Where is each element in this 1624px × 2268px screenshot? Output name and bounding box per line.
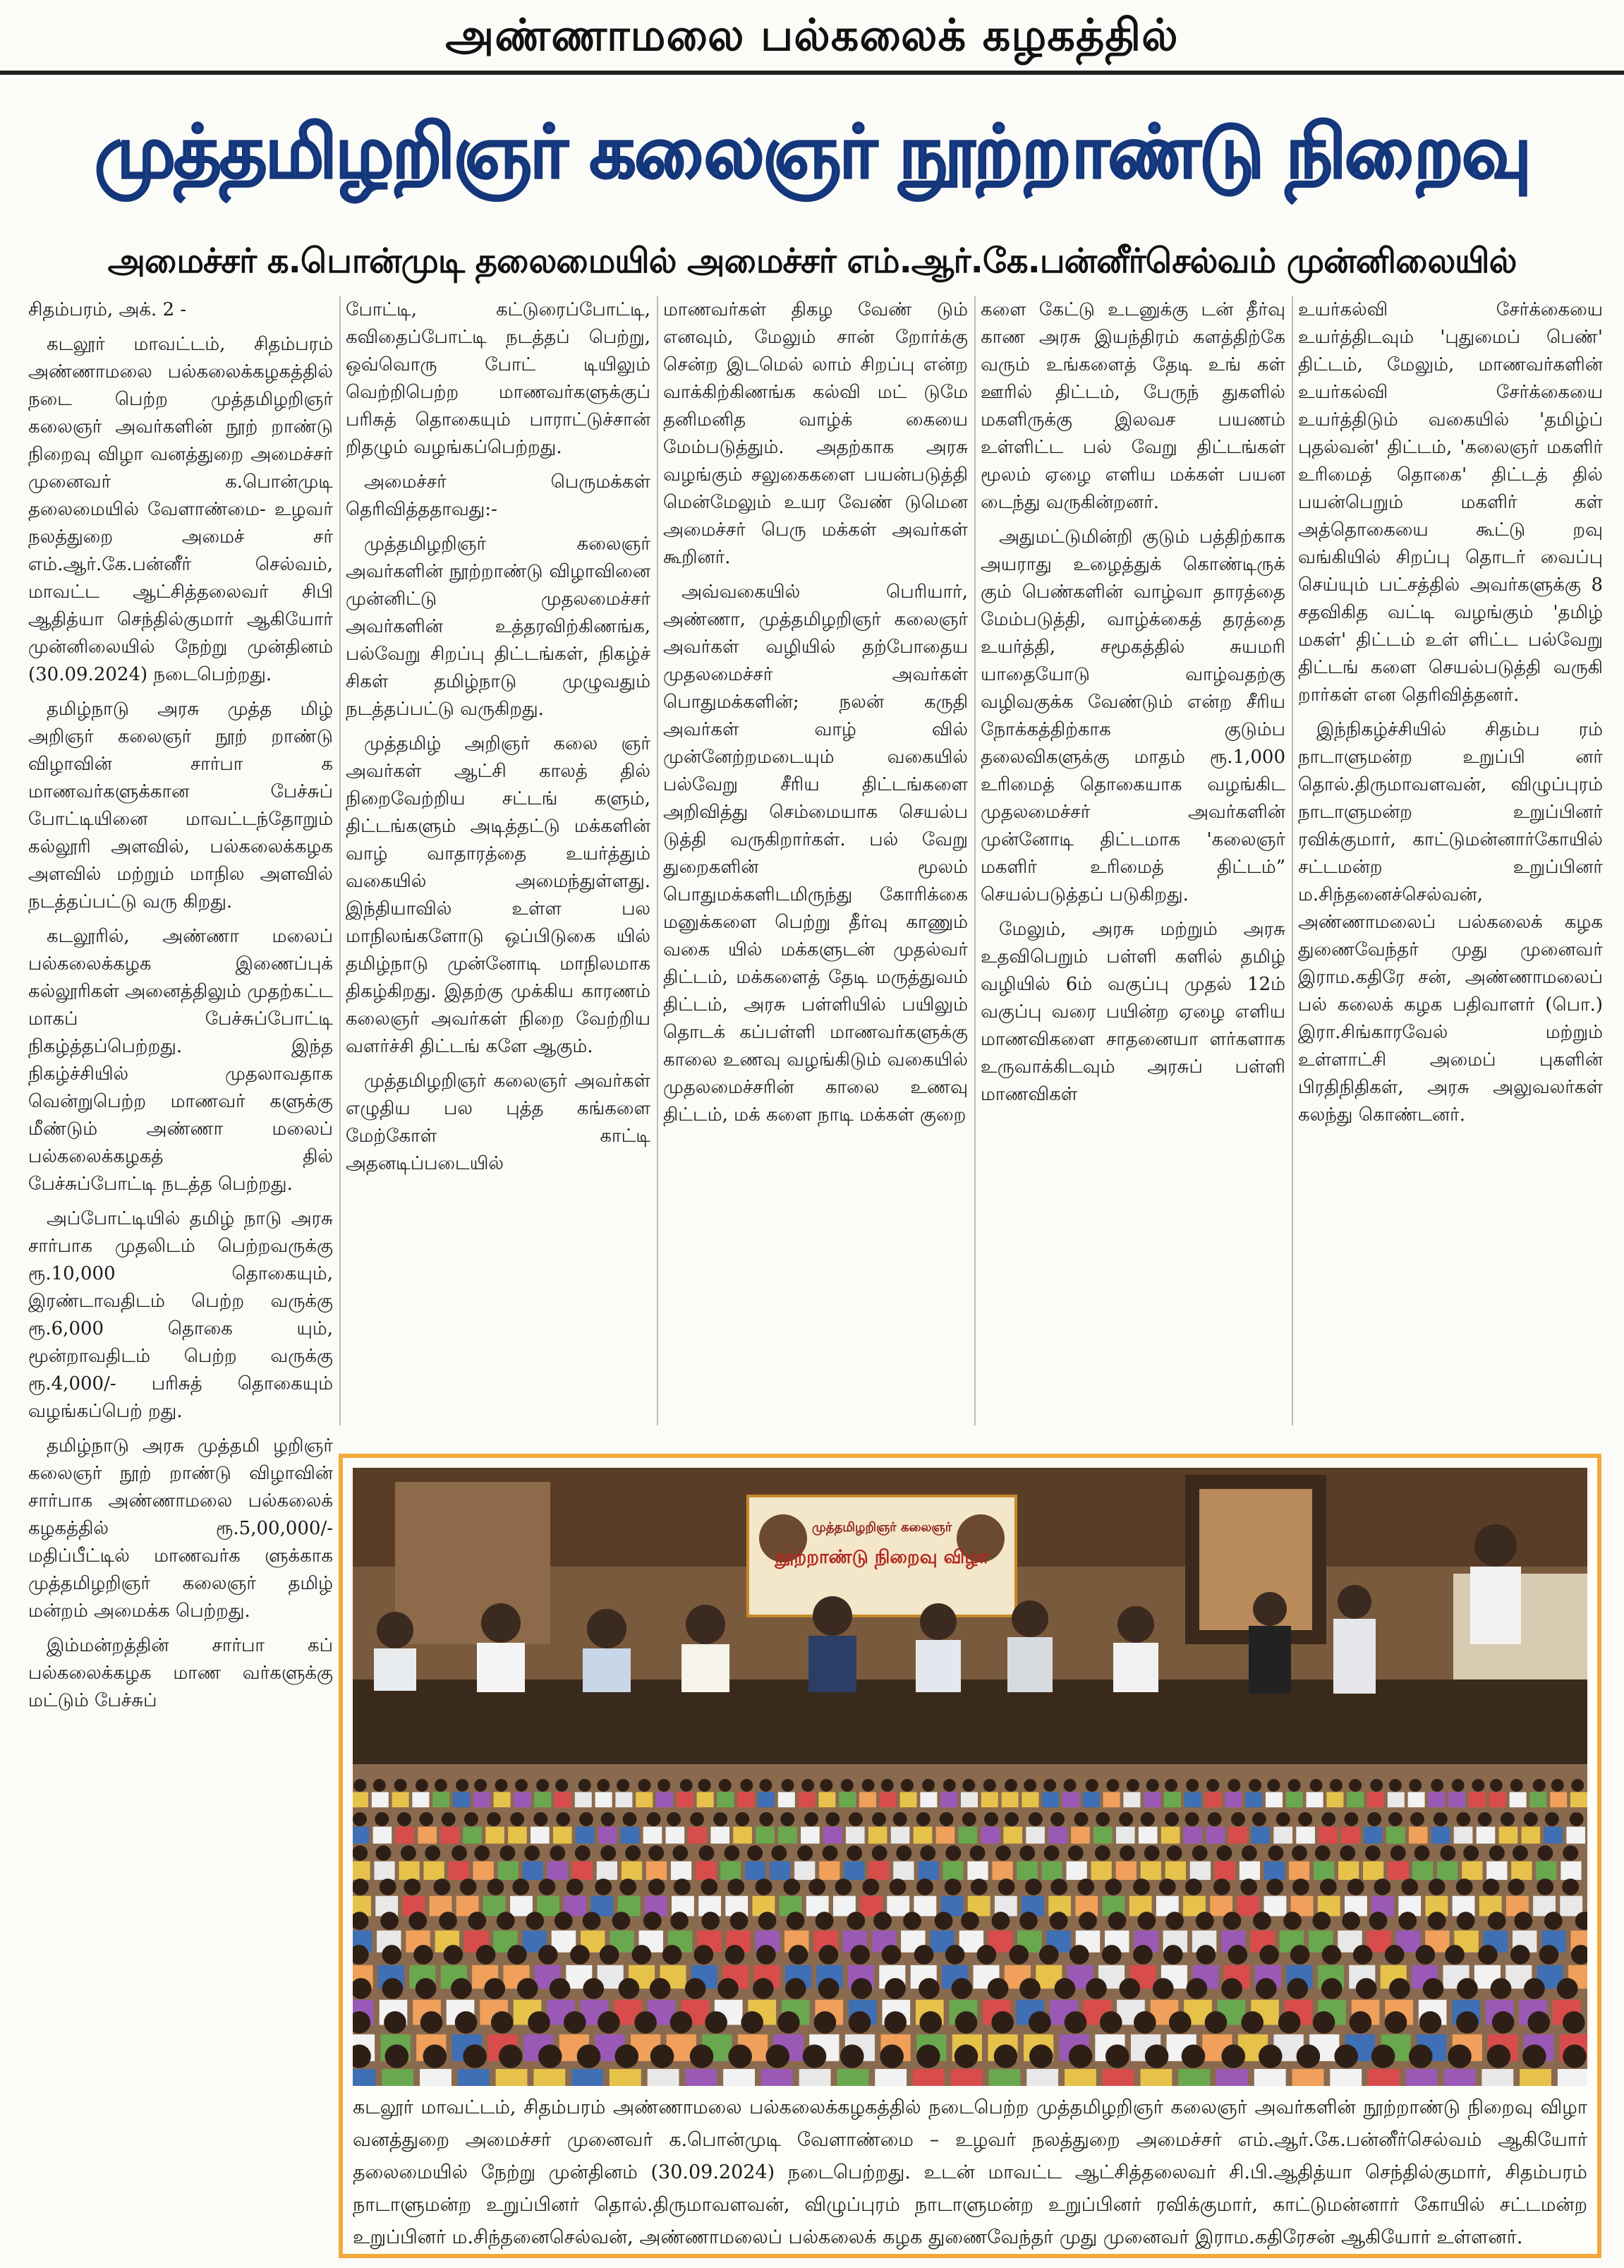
paragraph: இந்நிகழ்ச்சியில் சிதம்ப ரம் நாடாளுமன்ற உறுப்பி னர் தொல்.திருமாவளவன், விழுப்புரம் நாடாளுமன்ற உறுப்பினர் ரவிக்குமார், காட்டுமன்னார்கோயில் சட்டமன்ற உறுப்பினர் ம.சிந்தனைச்செல்வன், அண்ணாமலைப் பல்கலைக் கழக துணைவேந்தர் முது முனைவர் இராம.கதிரே சன், அண்ணாமலைப் பல் கலைக் கழக பதிவாளர் (பொ.) இரா.சிங்காரவேல் மற்றும் உள்ளாட்சி அமைப் புகளின் பிரதிநிதிகள், அரசு அலுவலர்கள் கலந்து கொண்டனர். bbox=[1298, 719, 1603, 1126]
column-5 bbox=[1298, 296, 1603, 1425]
event-photo bbox=[353, 1468, 1587, 2086]
photo-box bbox=[339, 1454, 1601, 2258]
doorway bbox=[395, 1482, 550, 1644]
paragraph: போட்டி, கட்டுரைப்போட்டி, கவிதைப்போட்டி நடத்தப் பெற்று, ஒவ்வொரு போட் டியிலும் வெற்றிபெற்ற மாணவர்களுக்குப் பரிசுத் தொகையும் பாராட்டுச்சான் றிதழும் வழங்கப்பெற்றது. bbox=[346, 299, 650, 458]
event-photo-illustration bbox=[353, 1468, 1587, 2086]
paragraph: முத்தமிழறிஞர் கலைஞர் அவர்கள் எழுதிய பல புத்த கங்களை மேற்கோள் காட்டி அதனடிப்படையில் bbox=[346, 1070, 650, 1174]
paragraph: தமிழ்நாடு அரசு முத்தமி ழறிஞர் கலைஞர் நூற் றாண்டு விழாவின் சார்பாக அண்ணாமலை பல்கலைக் கழகத்தில் ரூ.5,00,000/- மதிப்பீட்டில் மாணவர்க ளுக்காக முத்தமிழறிஞர் கலைஞர் தமிழ் மன்றம் அமைக்க பெற்றது. bbox=[28, 1435, 333, 1622]
subhead-text: அமைச்சர் க.பொன்முடி தலைமையில் அமைச்சர் எம்.ஆர்.கே.பன்னீர்செல்வம் முன்னிலையில் bbox=[107, 241, 1517, 281]
column-3 bbox=[663, 296, 968, 1425]
column-1 bbox=[28, 296, 333, 2265]
paragraph: அப்போட்டியில் தமிழ் நாடு அரசு சார்பாக முதலிடம் பெற்றவருக்கு ரூ.10,000 தொகையும், இரண்டாவதிடம் பெற்ற வருக்கு ரூ.6,000 தொகை யும், மூன்றாவதிடம் பெற்ற வருக்கு ரூ.4,000/- பரிசுத் தொகையும் வழங்கப்பெற் றது. bbox=[28, 1208, 333, 1422]
paragraph: அதுமட்டுமின்றி குடும் பத்திற்காக அயராது உழைத்துக் கொண்டிருக் கும் பெண்களின் வாழ்வா தாரத்தை மேம்படுத்தி, வாழ்க்கைத் தரத்தை உயர்த்தி, சமூகத்தில் சுயமரி யாதையோடு வாழ்வதற்கு வழிவகுக்க வேண்டும் என்ற சீரிய நோக்கத்திற்காக குடும்ப தலைவிகளுக்கு மாதம் ரூ.1,000 உரிமைத் தொகையாக வழங்கிட முதலமைச்சர் அவர்களின் முன்னோடி திட்டமாக 'கலைஞர் மகளிர் உரிமைத் திட்டம்” செயல்படுத்தப் படுகிறது. bbox=[981, 526, 1285, 905]
stage-table bbox=[353, 1679, 1587, 1764]
paragraph: மாணவர்கள் திகழ வேண் டும் எனவும், மேலும் சான் றோர்க்கு சென்ற இடமெல் லாம் சிறப்பு என்ற வாக்கிற்கிணங்க கல்வி மட் டுமே தனிமனித வாழ்க் கையை மேம்படுத்தும். அதற்காக அரசு வழங்கும் சலுகைகளை பயன்படுத்தி மென்மேலும் உயர வேண் டுமென அமைச்சர் பெரு மக்கள் அவர்கள் கூறினர். bbox=[663, 299, 968, 568]
paragraph: தமிழ்நாடு அரசு முத்த மிழ் அறிஞர் கலைஞர் நூற் றாண்டு விழாவின் சார்பா க மாணவர்களுக்கான பேச்சுப் போட்டியினை மாவட்டந்தோறும் கல்லூரி அளவில், பல்கலைக்கழக அளவில் மற்றும் மாநில அளவில் நடத்தப்பட்டு வரு கிறது. bbox=[28, 699, 333, 912]
headline bbox=[7, 99, 1617, 205]
photo-caption: கடலூர் மாவட்டம், சிதம்பரம் அண்ணாமலை பல்கலைக்கழகத்தில் நடைபெற்ற முத்தமிழறிஞர் கலைஞர் அவர்களின் நூற்றாண்டு நிறைவு விழா வனத்துறை அமைச்சர் முனைவர் க.பொன்முடி வேளாண்மை – உழவர் நலத்துறை அமைச்சர் எம்.ஆர்.கே.பன்னீர்செல்வம் ஆகியோர் தலைமையில் நேற்று முன்தினம் (30.09.2024) நடைபெற்றது. உடன் மாவட்ட ஆட்சித்தலைவர் சி.பி.ஆதித்யா செந்தில்குமார், சிதம்பரம் நாடாளுமன்ற உறுப்பினர் தொல்.திருமாவளவன், விழுப்புரம் நாடாளுமன்ற உறுப்பினர் ரவிக்குமார், காட்டுமன்னார் கோயில் சட்டமன்ற உறுப்பினர் ம.சிந்தனைசெல்வன், அண்ணாமலைப் பல்கலைக் கழக துணைவேந்தர் முது முனைவர் இராம.கதிரேசன் ஆகியோர் உள்ளனர். bbox=[353, 2097, 1587, 2248]
paragraph: அவ்வகையில் பெரியார், அண்ணா, முத்தமிழறிஞர் கலைஞர் அவர்கள் வழியில் தற்போதைய முதலமைச்சர் அவர்கள் பொதுமக்களின்; நலன் கருதி அவர்கள் வாழ் வில் முன்னேற்றமடையும் வகையில் பல்வேறு சீரிய திட்டங்களை அறிவித்து செம்மையாக செயல்ப டுத்தி வருகிறார்கள். பல் வேறு துறைகளின் மூலம் பொதுமக்களிடமிருந்து கோரிக்கை மனுக்களை பெற்று தீர்வு காணும் வகை யில் மக்களுடன் முதல்வர் திட்டம், மக்களைத் தேடி மருத்துவம் திட்டம், அரசு பள்ளியில் பயிலும் தொடக் கப்பள்ளி மாணவர்களுக்கு காலை உணவு வழங்கிடும் வகையில் முதலமைச்சரின் காலை உணவு திட்டம், மக் களை நாடி மக்கள் குறை bbox=[663, 581, 968, 1126]
column-divider bbox=[339, 296, 341, 1425]
paragraph: அமைச்சர் பெருமக்கள் தெரிவித்ததாவது:- bbox=[346, 471, 650, 520]
headline-text: முத்தமிழறிஞர் கலைஞர் நூற்றாண்டு நிறைவு bbox=[94, 109, 1530, 195]
column-divider bbox=[657, 296, 658, 1425]
article-body bbox=[28, 296, 1603, 1711]
paragraph: களை கேட்டு உடனுக்கு டன் தீர்வு காண அரசு இயந்திரம் களத்திற்கே வரும் உங்களைத் தேடி உங் கள் ஊரில் திட்டம், பேருந் துகளில் மகளிருக்கு இலவச பயணம் உள்ளிட்ட பல் வேறு திட்டங்கள் மூலம் ஏழை எளிய மக்கள் பயன டைந்து வருகின்றனர். bbox=[981, 299, 1285, 513]
column-divider bbox=[974, 296, 976, 1425]
paragraph: கடலூரில், அண்ணா மலைப் பல்கலைக்கழக இணைப்புக் கல்லூரிகள் அனைத்திலும் முதற்கட்ட மாகப் பேச்சுப்போட்டி நிகழ்த்தப்பெற்றது. இந்த நிகழ்ச்சியில் முதலாவதாக வென்றுபெற்ற மாணவர் களுக்கு மீண்டும் அண்ணா மலைப் பல்கலைக்கழகத் தில் பேச்சுப்போட்டி நடத்த பெற்றது. bbox=[28, 926, 333, 1195]
banner-main: நூற்றாண்டு நிறைவு விழா bbox=[775, 1547, 989, 1568]
kicker-text: அண்ணாமலை பல்கலைக் கழகத்தில் bbox=[445, 9, 1179, 61]
subhead bbox=[7, 226, 1617, 296]
paragraph: கடலூர் மாவட்டம், சிதம்பரம் அண்ணாமலை பல்கலைக்கழகத்தில் நடை பெற்ற முத்தமிழறிஞர் கலைஞர் அவர்களின் நூற் றாண்டு நிறைவு விழா வனத்துறை அமைச்சர் முனைவர் க.பொன்முடி தலைமையில் வேளாண்மை- உழவர் நலத்துறை அமைச் சர் எம்.ஆர்.கே.பன்னீர் செல்வம், மாவட்ட ஆட்சித்தலைவர் சிபி ஆதித்யா செந்தில்குமார் ஆகியோர் முன்னிலையில் நேற்று முன்தினம் (30.09.2024) நடைபெற்றது. bbox=[28, 334, 333, 685]
paragraph: சிதம்பரம், அக். 2 - bbox=[28, 299, 187, 320]
paragraph: இம்மன்றத்தின் சார்பா கப் பல்கலைக்கழக மாண வர்களுக்கு மட்டும் பேச்சுப் bbox=[28, 1635, 333, 1711]
paragraph: மேலும், அரசு மற்றும் அரசு உதவிபெறும் பள்ளி களில் தமிழ் வழியில் 6ம் வகுப்பு முதல் 12ம் வகுப்பு வரை பயின்ற ஏழை எளிய மாணவிகளை சாதனையா ளர்களாக உருவாக்கிடவும் அரசுப் பள்ளி மாணவிகள் bbox=[981, 919, 1285, 1105]
kicker bbox=[0, 0, 1624, 71]
column-2 bbox=[346, 296, 650, 1425]
banner-title: முத்தமிழறிஞர் கலைஞர் bbox=[811, 1520, 952, 1535]
kicker-rule bbox=[0, 71, 1624, 75]
column-4 bbox=[981, 296, 1285, 1425]
paragraph: முத்தமிழ் அறிஞர் கலை ஞர் அவர்கள் ஆட்சி காலத் தில் நிறைவேற்றிய சட்டங் களும், திட்டங்களும் அடித்தட்டு மக்களின் வாழ் வாதாரத்தை உயர்த்தும் வகையில் அமைந்துள்ளது. இந்தியாவில் உள்ள பல மாநிலங்களோடு ஒப்பிடுகை யில் தமிழ்நாடு முன்னோடி மாநிலமாக திகழ்கிறது. இதற்கு முக்கிய காரணம் கலைஞர் அவர்கள் நிறை வேற்றிய வளர்ச்சி திட்டங் களே ஆகும். bbox=[346, 733, 650, 1057]
paragraph: உயர்கல்வி சேர்க்கையை உயர்த்திடவும் 'புதுமைப் பெண்' திட்டம், மேலும், மாணவர்களின் உயர்கல்வி சேர்க்கையை உயர்த்திடும் வகையில் 'தமிழ்ப் புதல்வன்' திட்டம், 'கலைஞர் மகளிர் உரிமைத் தொகை' திட்டத் தில் பயன்பெறும் மகளிர் கள் அத்தொகையை கூட்டு றவு வங்கியில் சிறப்பு தொடர் வைப்பு செய்யும் பட்சத்தில் அவர்களுக்கு 8 சதவிகித வட்டி வழங்கும் 'தமிழ் மகள்' திட்டம் உள் ளிட்ட பல்வேறு திட்டங் களை செயல்படுத்தி வருகி றார்கள் என தெரிவித்தனர். bbox=[1298, 299, 1603, 706]
column-divider bbox=[1292, 296, 1293, 1425]
paragraph: முத்தமிழறிஞர் கலைஞர் அவர்களின் நூற்றாண்டு விழாவினை முன்னிட்டு முதலமைச்சர் அவர்களின் உத்தரவிற்கிணங்க, பல்வேறு சிறப்பு திட்டங்கள், நிகழ்ச் சிகள் தமிழ்நாடு முழுவதும் நடத்தப்பட்டு வருகிறது. bbox=[346, 533, 650, 720]
